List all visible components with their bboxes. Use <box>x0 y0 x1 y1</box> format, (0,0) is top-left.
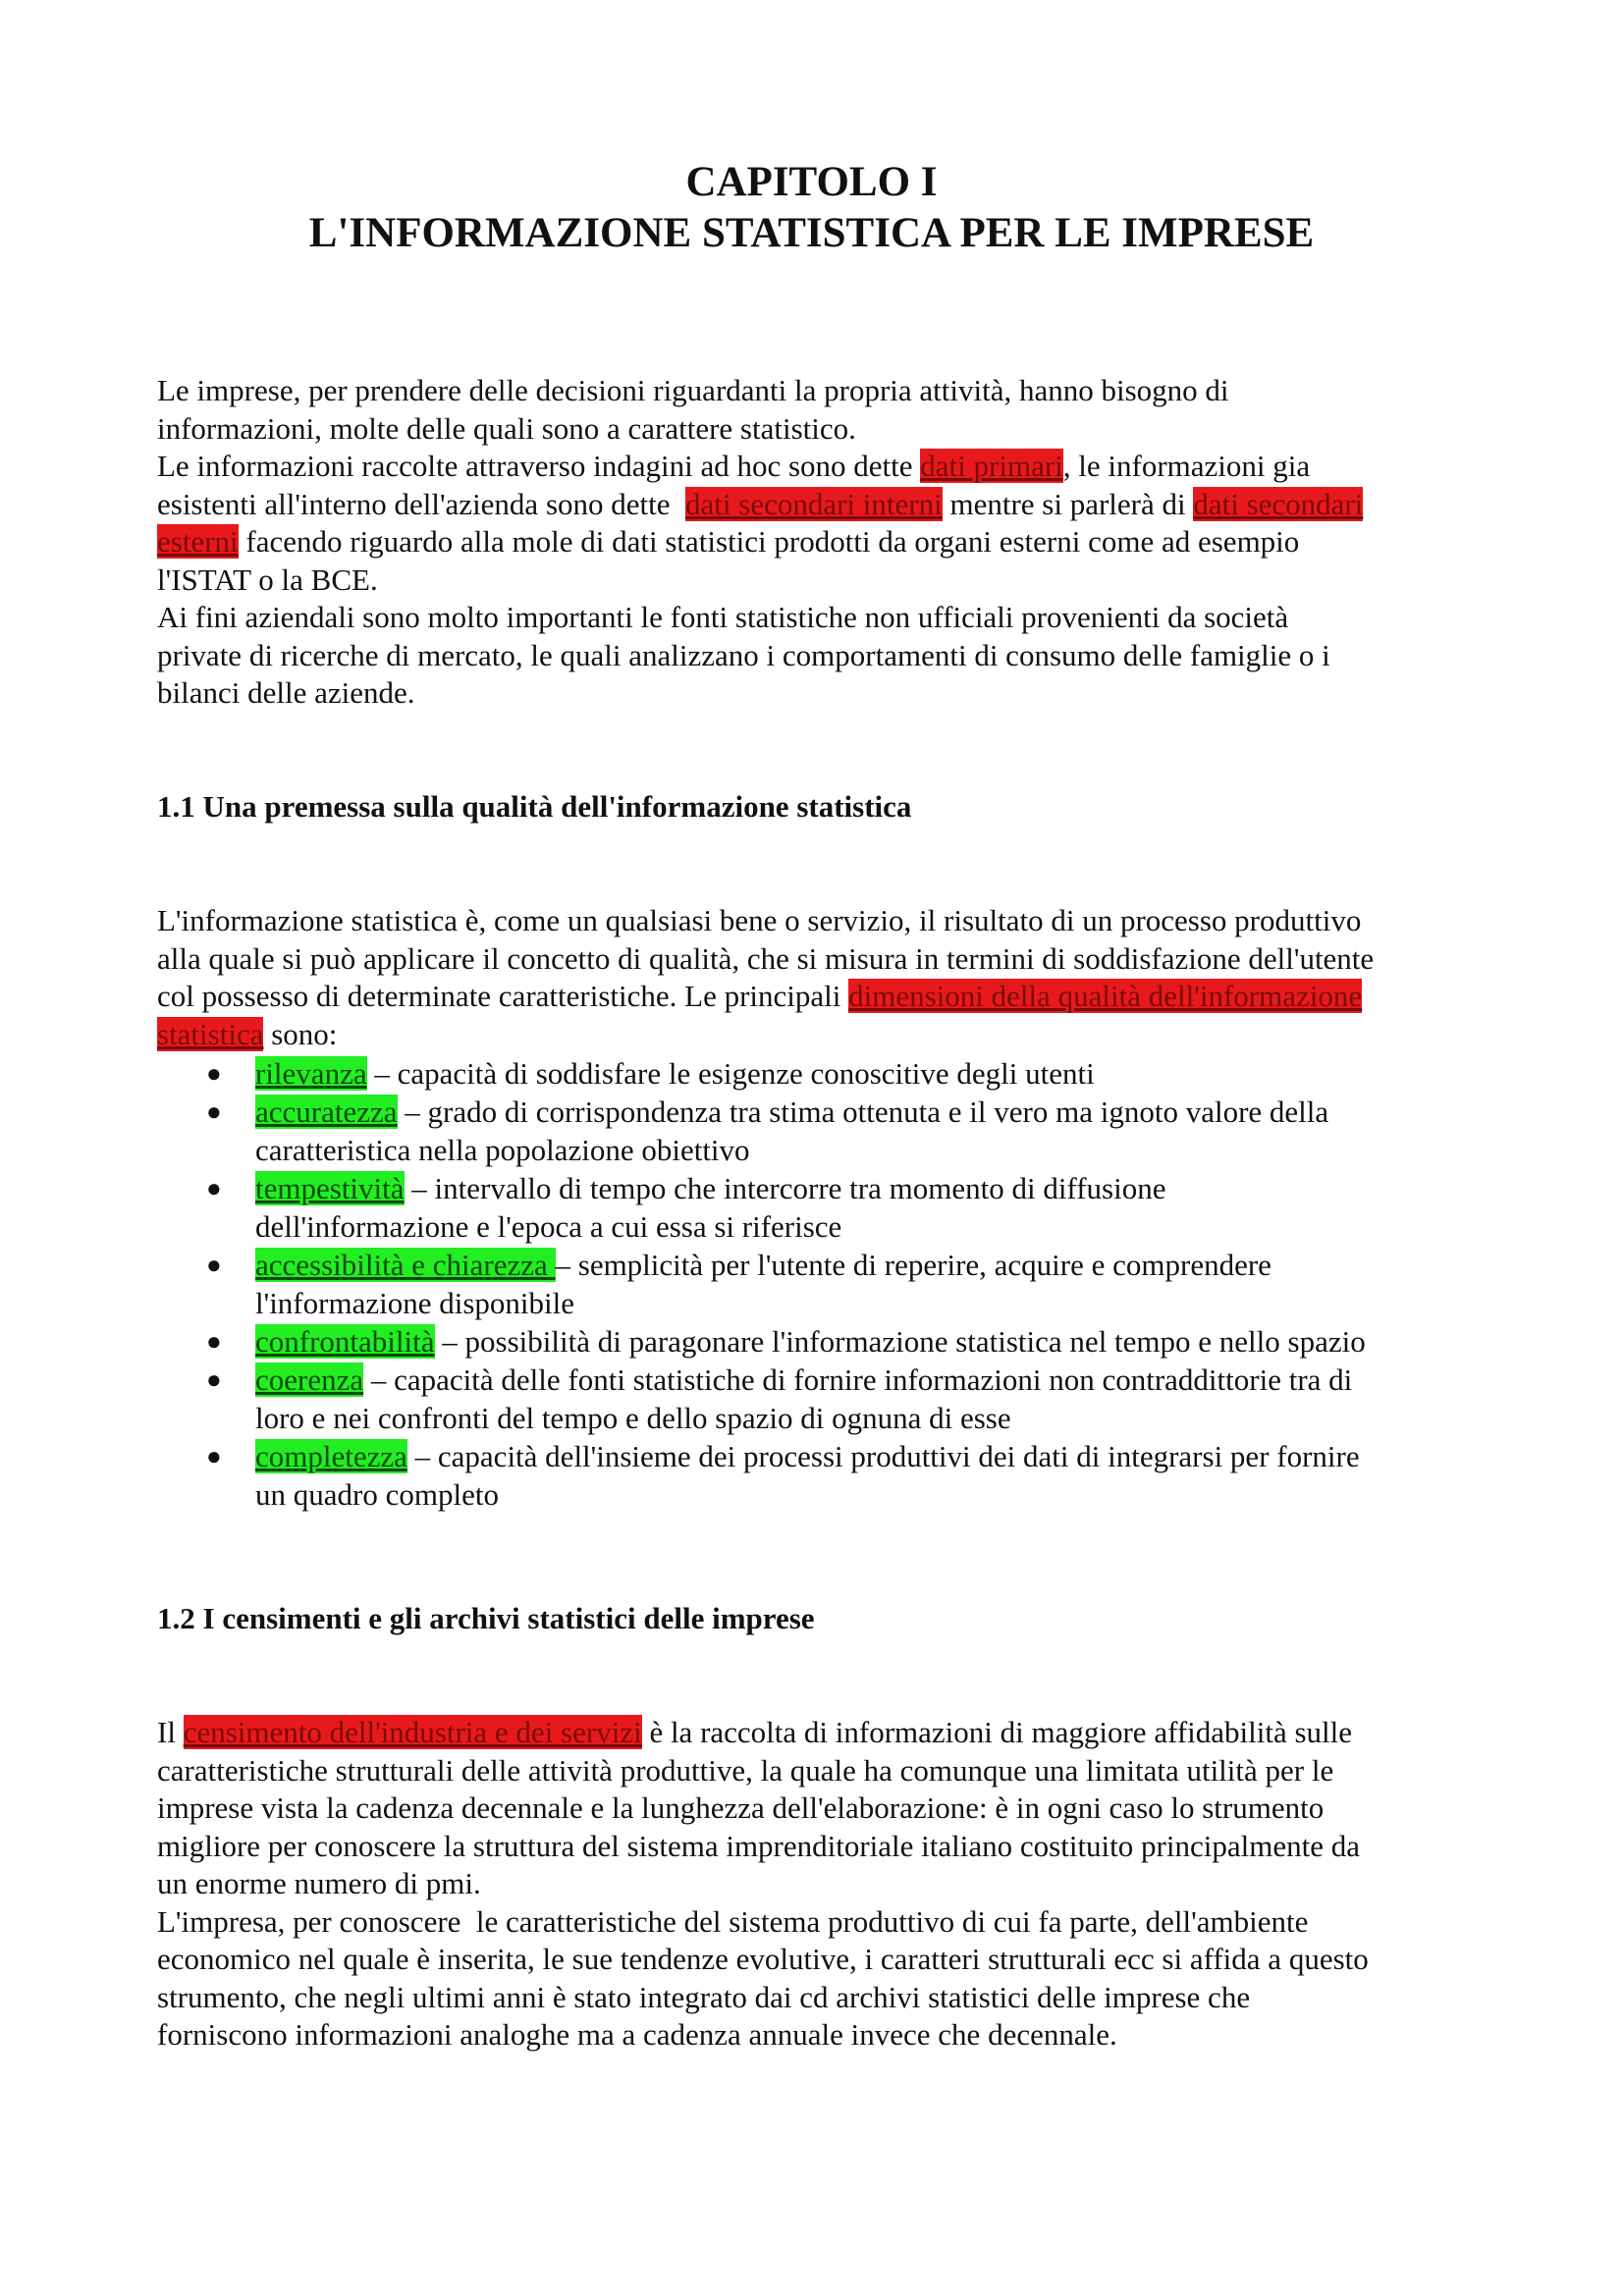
bullet-icon: ● <box>206 1251 222 1279</box>
quality-dimensions-list <box>157 1054 1483 1514</box>
chapter-title: CAPITOLO I <box>685 159 938 205</box>
text-line <box>157 978 1483 1016</box>
list-item-continuation: un quadro completo <box>255 1477 499 1512</box>
text-span: è la raccolta di informazioni di maggiore affidabilità sulle <box>641 1715 1353 1749</box>
text-span: L'impresa, per conoscere le caratteristiche del sistema produttivo di cui fa parte, dell'ambiente <box>157 1903 1309 1939</box>
text-line <box>157 1865 1483 1903</box>
text-span: forniscono informazioni analoghe ma a cadenza annuale invece che decennale. <box>157 2017 1117 2052</box>
text-line <box>157 1941 1483 1979</box>
highlight-esterni: esterni <box>157 524 239 559</box>
text-line <box>157 637 1483 675</box>
bullet-icon: ● <box>206 1059 222 1088</box>
text-span: sono: <box>263 1016 338 1051</box>
highlight-term: completezza <box>255 1439 407 1473</box>
list-item <box>157 1246 1483 1284</box>
section2-paragraph <box>157 1714 1483 2055</box>
text-span: – grado di corrispondenza tra stima ottenuta e il vero ma ignoto valore della <box>397 1095 1329 1129</box>
text-line <box>157 599 1483 637</box>
bullet-icon: ● <box>206 1442 222 1470</box>
text-span: private di ricerche di mercato, le quali analizzano i comportamenti di consumo delle famiglie o i <box>157 637 1330 672</box>
text-span: – intervallo di tempo che intercorre tra momento di diffusione <box>404 1171 1166 1205</box>
text-span: – capacità di soddisfare le esigenze conoscitive degli utenti <box>366 1056 1095 1091</box>
highlight-dati-secondari: dati secondari <box>1193 486 1364 521</box>
text-span: alla quale si può applicare il concetto di qualità, che si misura in termini di soddisfazione dell'utente <box>157 940 1375 976</box>
highlight-censimento: censimento dell'industria e dei servizi <box>183 1715 642 1749</box>
text-line <box>157 902 1483 940</box>
chapter-subtitle: L'INFORMAZIONE STATISTICA PER LE IMPRESE <box>308 210 1315 256</box>
bullet-icon: ● <box>206 1365 222 1394</box>
text-span: , le informazioni gia <box>1062 449 1311 483</box>
bullet-icon: ● <box>206 1174 222 1202</box>
list-item <box>157 1322 1483 1361</box>
text-span: – semplicità per l'utente di reperire, acquire e comprendere <box>555 1248 1271 1282</box>
text-line <box>157 486 1483 524</box>
section-heading-1-1: 1.1 Una premessa sulla qualità dell'informazione statistica <box>157 789 912 824</box>
intro-paragraph <box>157 372 1483 713</box>
text-span: – capacità dell'insieme dei processi produttivi dei dati di integrarsi per fornire <box>406 1439 1360 1473</box>
text-line <box>157 1789 1483 1828</box>
highlight-term: coerenza <box>255 1362 364 1397</box>
text-span: un enorme numero di pmi. <box>157 1866 481 1900</box>
text-span: imprese vista la cadenza decennale e la lunghezza dell'elaborazione: è in ogni caso lo strumento <box>157 1790 1325 1825</box>
highlight-term: tempestività <box>255 1171 405 1205</box>
text-line <box>157 1903 1483 1942</box>
text-span: – possibilità di paragonare l'informazione statistica nel tempo e nello spazio <box>434 1324 1366 1359</box>
text-span: L'informazione statistica è, come un qualsiasi bene o servizio, il risultato di un processo produttivo <box>157 903 1362 937</box>
text-span: Le informazioni raccolte attraverso indagini ad hoc sono dette <box>157 449 921 483</box>
highlight-dati-secondari-interni: dati secondari interni <box>685 486 943 521</box>
text-span: col possesso di determinate caratteristiche. Le principali <box>157 979 849 1013</box>
highlight-term: accessibilità e chiarezza <box>255 1248 556 1282</box>
text-span: bilanci delle aziende. <box>157 675 415 710</box>
highlight-term: accuratezza <box>255 1095 398 1129</box>
text-span: caratteristiche strutturali delle attività produttive, la quale ha comunque una limitata utilità per le <box>157 1752 1334 1788</box>
text-line <box>157 523 1483 561</box>
text-line <box>157 448 1483 486</box>
list-item-continuation: dell'informazione e l'epoca a cui essa si riferisce <box>255 1209 842 1244</box>
text-span: informazioni, molte delle quali sono a carattere statistico. <box>157 410 856 446</box>
list-item-continuation: caratteristica nella popolazione obiettivo <box>255 1133 750 1167</box>
text-span: migliore per conoscere la struttura del sistema imprenditoriale italiano costituito principalmente da <box>157 1828 1360 1863</box>
list-item-continuation: loro e nei confronti del tempo e dello spazio di ognuna di esse <box>255 1401 1011 1435</box>
text-line <box>157 674 1483 713</box>
text-line <box>157 1752 1483 1790</box>
section-heading-1-2: 1.2 I censimenti e gli archivi statistici delle imprese <box>157 1601 815 1635</box>
text-line <box>157 1828 1483 1866</box>
text-line <box>157 372 1483 410</box>
highlight-dimensioni-qualita: dimensioni della qualità dell'informazione <box>848 979 1363 1013</box>
text-span: Le imprese, per prendere delle decisioni riguardanti la propria attività, hanno bisogno di <box>157 373 1229 407</box>
highlight-statistica: statistica <box>157 1016 264 1051</box>
bullet-icon: ● <box>206 1097 222 1126</box>
text-line <box>157 1016 1483 1054</box>
text-line <box>157 561 1483 600</box>
text-span: economico nel quale è inserita, le sue tendenze evolutive, i caratteri strutturali ecc si affida a questo <box>157 1942 1369 1976</box>
bullet-icon: ● <box>206 1327 222 1356</box>
section1-paragraph <box>157 902 1483 1053</box>
text-span: – capacità delle fonti statistiche di fornire informazioni non contraddittorie tra di <box>363 1362 1353 1397</box>
list-item <box>157 1437 1483 1475</box>
text-line <box>157 2016 1483 2055</box>
text-line <box>157 410 1483 449</box>
text-line <box>157 1714 1483 1752</box>
highlight-term: confrontabilità <box>255 1324 435 1359</box>
list-item <box>157 1054 1483 1093</box>
list-item <box>157 1169 1483 1207</box>
text-line <box>157 940 1483 979</box>
text-line <box>157 1979 1483 2017</box>
text-span: Il <box>157 1715 184 1749</box>
list-item <box>157 1093 1483 1131</box>
highlight-term: rilevanza <box>255 1056 367 1091</box>
text-span: esistenti all'interno dell'azienda sono dette <box>157 486 686 521</box>
text-span: Ai fini aziendali sono molto importanti le fonti statistiche non ufficiali provenienti da società <box>157 600 1289 634</box>
highlight-dati-primari: dati primari <box>920 449 1063 483</box>
text-span: facendo riguardo alla mole di dati statistici prodotti da organi esterni come ad esempio <box>238 524 1300 559</box>
list-item <box>157 1361 1483 1399</box>
text-span: l'ISTAT o la BCE. <box>157 561 378 597</box>
text-span: strumento, che negli ultimi anni è stato integrato dai cd archivi statistici delle imprese che <box>157 1979 1251 2014</box>
list-item-continuation: l'informazione disponibile <box>255 1286 574 1320</box>
text-span: mentre si parlerà di <box>942 486 1194 521</box>
